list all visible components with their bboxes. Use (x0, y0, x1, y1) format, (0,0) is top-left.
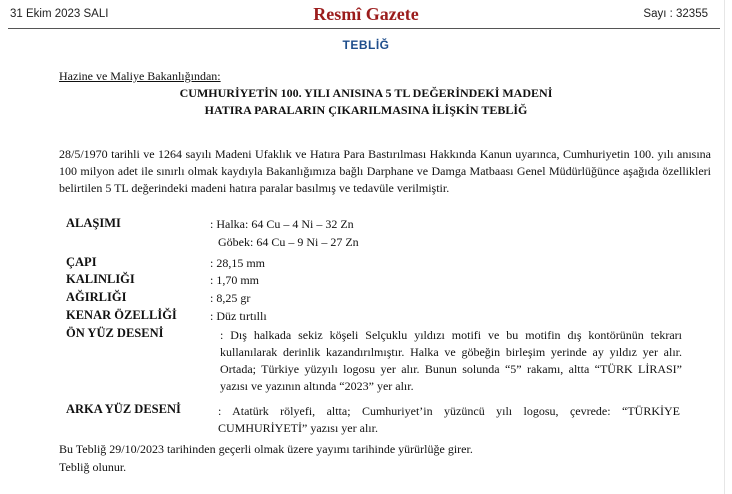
alloy-core-value: Göbek: 64 Cu – 9 Ni – 27 Zn (218, 235, 359, 249)
diameter-value: : 28,15 mm (210, 256, 266, 270)
obverse-label: ÖN YÜZ DESENİ (66, 326, 164, 340)
gazette-header (0, 0, 732, 30)
edge-value: : Düz tırtıllı (210, 309, 267, 323)
edge-label: KENAR ÖZELLİĞİ (66, 308, 177, 322)
thickness-label: KALINLIĞI (66, 272, 135, 286)
reverse-value: : Atatürk rölyefi, altta; Cumhuriyet’in yüzüncü yılı logosu, çevrede: “TÜRKİYE CUMHURİYETİ” yazısı yer alır. (218, 404, 680, 435)
alloy-label: ALAŞIMI (66, 216, 121, 230)
closing-sentence: Tebliğ olunur. (59, 460, 127, 474)
issuing-institution: Hazine ve Maliye Bakanlığından: (59, 69, 221, 83)
issue-date: 31 Ekim 2023 SALI (10, 8, 109, 20)
thickness-value: : 1,70 mm (210, 273, 260, 287)
reverse-label: ARKA YÜZ DESENİ (66, 402, 181, 416)
document-title-line-2: HATIRA PARALARIN ÇIKARILMASINA İLİŞKİN TEBLİĞ (204, 103, 528, 117)
obverse-value: : Dış halkada sekiz köşeli Selçuklu yıldızı motifi ve bu motifin dış kontörünün tekrarı kullanılarak derinlik kazandırılmıştır. Halka ve göbeğin birleşim yerinde ay yıldız yer alır. Ortada; Türkiye yüzyılı logosu yer alır. Bunun solunda “5” rakamı, altta “TÜRK LİRASI” yazısı ve yazının altında “2023” yer alır. (220, 328, 682, 393)
section-title: TEBLİĞ (342, 38, 390, 52)
effective-date-sentence: Bu Tebliğ 29/10/2023 tarihinden geçerli olmak üzere yayımı tarihinde yürürlüğe girer. (59, 442, 473, 456)
alloy-ring-value: : Halka: 64 Cu – 4 Ni – 32 Zn (210, 217, 354, 231)
header-divider (8, 28, 720, 29)
page-edge (724, 0, 725, 494)
weight-value: : 8,25 gr (210, 291, 251, 305)
document-title-line-1: CUMHURİYETİN 100. YILI ANISINA 5 TL DEĞERİNDEKİ MADENİ (179, 86, 553, 100)
issue-number: Sayı : 32355 (643, 8, 708, 20)
intro-paragraph: 28/5/1970 tarihli ve 1264 sayılı Madeni Ufaklık ve Hatıra Para Bastırılması Hakkında Kanun uyarınca, Cumhuriyetin 100. yılı anısına 100 milyon adet ile sınırlı olmak kaydıyla Bakanlığımıza bağlı Darphane ve Damga Matbaası Genel Müdürlüğünce aşağıda özellikleri belirtilen 5 TL değerindeki madeni hatıra paralar basılmış ve tedavüle verilmiştir. (59, 147, 711, 195)
gazette-name: Resmî Gazete (313, 4, 419, 24)
weight-label: AĞIRLIĞI (66, 290, 127, 304)
diameter-label: ÇAPI (66, 255, 97, 269)
